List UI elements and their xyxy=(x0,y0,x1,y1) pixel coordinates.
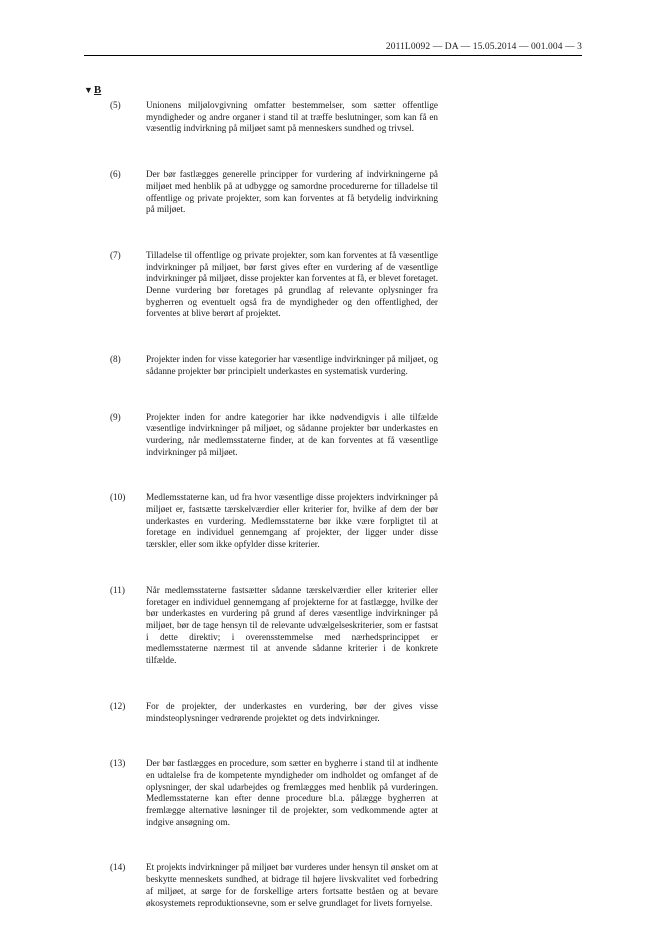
recital-number: (6) xyxy=(110,169,121,180)
recital-item xyxy=(110,354,438,377)
recital-text: Et projekts indvirkninger på miljøet bør vurderes under hensyn til ønsket om at beskytte menneskets sundhed, at bidrage til højere livskvalitet ved forbedring af miljøet, at sørge for de forskellige arters fortsatte beståen og at bevare økosystemets reproduktionsevne, som er selve grundlaget for livets fornyelse. xyxy=(146,862,438,908)
recital-item xyxy=(110,100,438,135)
amendment-reference-link[interactable]: B xyxy=(93,84,102,96)
recital-number: (5) xyxy=(110,100,121,110)
recital-text: Tilladelse til offentlige og private projekter, som kan forventes at få væsentlige indvirkninger på miljøet, bør først gives efter en vurdering af de væsentlige indvirkninger på miljøet, disse projekter kan forventes at få, er blevet foretaget. Denne vurdering bør foretages på grundlag af relevante oplysninger fra bygherren og eventuelt også fra de myndigheder og den offentlighed, der forventes at blive berørt af projektet. xyxy=(146,249,438,319)
recital-item xyxy=(110,585,438,667)
recital-number: (11) xyxy=(110,584,125,595)
recitals-list xyxy=(110,100,438,943)
recital-item xyxy=(110,250,438,320)
recital-text: Når medlemsstaterne fastsætter sådanne tærskelværdier eller kriterier eller foretager en individuel gennemgang af projekterne for at fastlægge, hvilke der bør underkastes en vurdering på grund af deres væsentlige indvirkninger på miljøet, bør de tage hensyn til de relevante udvælgelseskriterier, som er fastsat i dette direktiv; i overensstemmelse med nærhedsprincippet er medlemsstaterne nærmest til at anvende sådanne kriterier i de konkrete tilfælde. xyxy=(146,584,438,666)
triangle-marker-icon: ▼ xyxy=(84,85,93,95)
recital-number: (7) xyxy=(110,249,121,260)
consolidation-marker xyxy=(84,84,101,96)
recital-item xyxy=(110,169,438,216)
recital-item xyxy=(110,492,438,551)
recital-number: (10) xyxy=(110,492,126,503)
recital-number: (9) xyxy=(110,411,121,422)
recital-text: For de projekter, der underkastes en vurdering, bør der gives visse mindsteoplysninger vedrørende projektet og dets indvirkninger. xyxy=(146,700,438,723)
document-reference: 2011L0092 — DA — 15.05.2014 — 001.004 — 3 xyxy=(385,42,582,52)
recital-number: (13) xyxy=(110,758,126,769)
recital-number: (8) xyxy=(110,354,121,365)
recital-text: Unionens miljølovgivning omfatter bestemmelser, som sætter offentlige myndigheder og andre organer i stand til at træffe beslutninger, som kan få en væsentlig indvirkning på miljøet samt på menneskers sundhed og trivsel. xyxy=(146,100,438,134)
recital-text: Projekter inden for andre kategorier har ikke nødvendigvis i alle tilfælde væsentlige indvirkninger på miljøet, og sådanne projekter bør underkastes en vurdering, når medlemsstaterne finder, at de kan forventes at få væsentlige indvirkninger på miljøet. xyxy=(146,411,438,457)
recital-text: Der bør fastlægges en procedure, som sætter en bygherre i stand til at indhente en udtalelse fra de kompetente myndigheder om indholdet og omfanget af de oplysninger, der skal udarbejdes og fremlægges med henblik på vurderingen. Medlemsstaterne kan efter denne procedure bl.a. pålægge bygherren at fremlægge alternative løsninger til de projekter, som vedkommende agter at indgive ansøgning om. xyxy=(146,758,438,827)
recital-number: (14) xyxy=(110,862,126,873)
recital-item xyxy=(110,412,438,459)
recital-item xyxy=(110,758,438,828)
recital-number: (12) xyxy=(110,700,126,711)
recital-text: Medlemsstaterne kan, ud fra hvor væsentlige disse projekters indvirkninger på miljøet er, fastsætte tærskelværdier eller kriterier for, hvilke af dem der bør underkastes en vurdering. Medlemsstaterne bør ikke være forpligtet til at foretage en individuel gennemgang af projekter, der ligger under disse tærskler, eller som ikke opfylder disse kriterier. xyxy=(146,492,438,550)
recital-text: Der bør fastlægges generelle principper for vurdering af indvirkningerne på miljøet med henblik på at udbygge og samordne procedurerne for tilladelse til offentlige og private projekter, som kan forventes at få betydelig indvirkning på miljøet. xyxy=(146,169,438,215)
recital-item xyxy=(110,862,438,909)
recital-item xyxy=(110,701,438,724)
page-header xyxy=(84,42,582,56)
recital-text: Projekter inden for visse kategorier har væsentlige indvirkninger på miljøet, og sådanne projekter bør principielt underkastes en systematisk vurdering. xyxy=(146,354,438,376)
